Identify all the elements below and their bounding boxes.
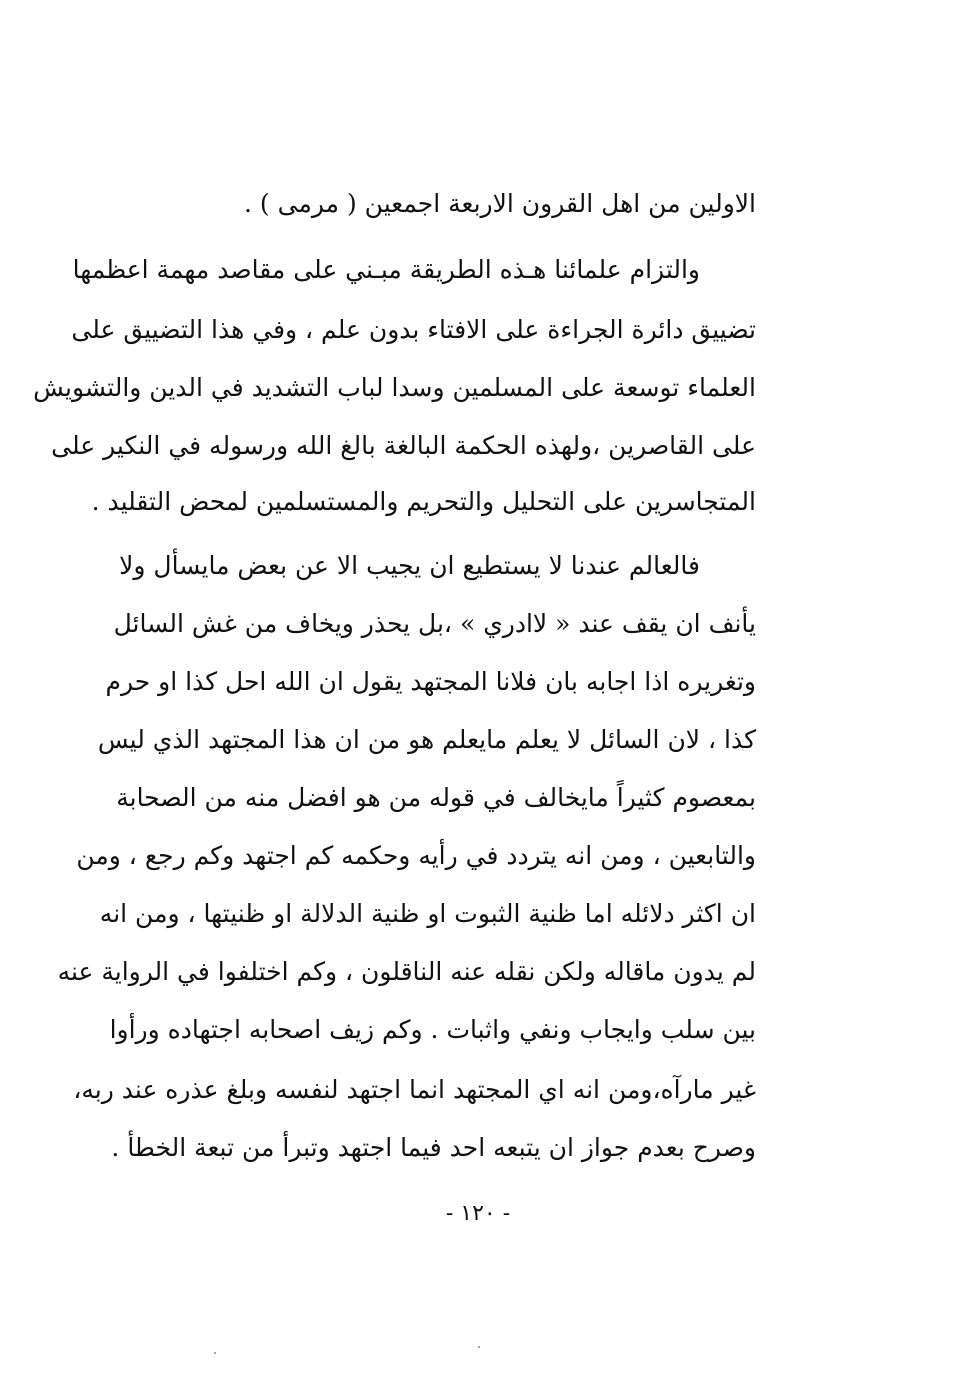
text-line: وتغريره اذا اجابه بان فلانا المجتهد يقول ان الله احل كذا او حرم <box>105 667 756 696</box>
paragraph-first-line: والتزام علمائنا هـذه الطريقة مبـني على مقاصد مهمة اعظمها <box>72 255 700 284</box>
text-line: بين سلب وايجاب ونفي واثبات . وكم زيف اصحابه اجتهاده ورأوا <box>109 1015 756 1044</box>
text-line: بمعصوم كثيراً مايخالف في قوله من هو افضل منه من الصحابة <box>116 783 756 812</box>
text-line: العلماء توسعة على المسلمين وسدا لباب التشديد في الدين والتشويش <box>33 373 756 402</box>
text-line: المتجاسرين على التحليل والتحريم والمستسلمين لمحض التقليد . <box>91 487 756 516</box>
text-line: لم يدون ماقاله ولكن نقله عنه الناقلون ، وكم اختلفوا في الرواية عنه <box>57 957 756 986</box>
text-line: كذا ، لان السائل لا يعلم مايعلم هو من ان هذا المجتهد الذي ليس <box>97 725 756 754</box>
text-line: وصرح بعدم جواز ان يتبعه احد فيما اجتهد وتبرأ من تبعة الخطأ . <box>111 1133 756 1162</box>
body-text <box>33 180 756 1180</box>
scan-speck <box>214 1352 216 1354</box>
scan-speck <box>478 1346 480 1348</box>
paragraph-first-line: فالعالم عندنا لا يستطيع ان يجيب الا عن بعض مايسأل ولا <box>119 551 700 580</box>
page-number: - ١٢٠ - <box>445 1201 511 1226</box>
text-line: على القاصرين ،ولهذه الحكمة البالغة بالغ الله ورسوله في النكير على <box>51 431 756 460</box>
text-line: والتابعين ، ومن انه يتردد في رأيه وحكمه كم اجتهد وكم رجع ، ومن <box>76 841 756 870</box>
text-line: يأنف ان يقف عند « لاادري » ،بل يحذر ويخاف من غش السائل <box>113 609 756 638</box>
text-line: غير مارآه،ومن انه اي المجتهد انما اجتهد لنفسه وبلغ عذره عند ربه، <box>73 1075 756 1104</box>
text-line: الاولين من اهل القرون الاربعة اجمعين ( مرمى ) . <box>244 189 756 218</box>
text-line: تضييق دائرة الجراءة على الافتاء بدون علم ، وفي هذا التضييق على <box>71 315 756 344</box>
text-line: ان اكثر دلائله اما ظنية الثبوت او ظنية الدلالة او ظنيتها ، ومن انه <box>99 899 756 928</box>
